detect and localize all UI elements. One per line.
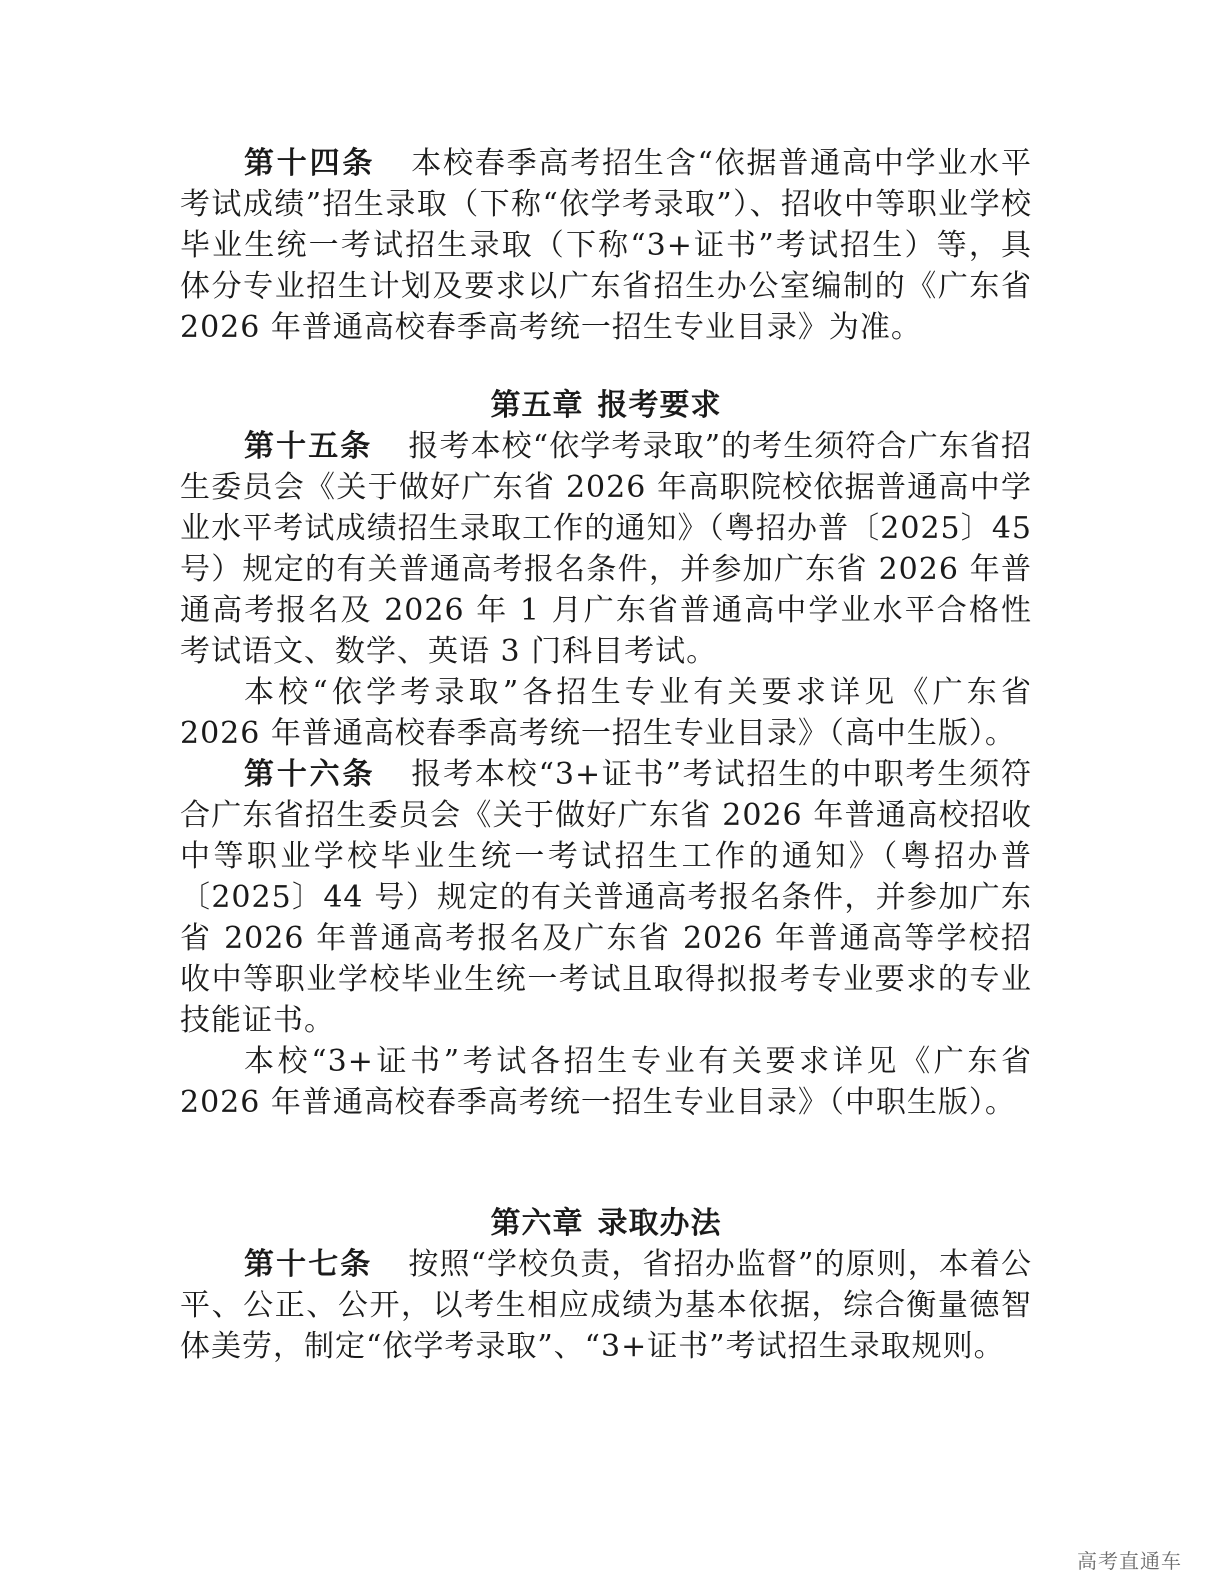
- article-14-text: 本校春季高考招生含“依据普通高中学业水平考试成绩”招生录取（下称“依学考录取”）、招收中等职业学校毕业生统一考试招生录取（下称“3+证书”考试招生）等，具体分专业招生计划及要求以广东省招生办公室编制的《广东省 2026 年普通高校春季高考统一招生专业目录》为准。: [180, 146, 1032, 345]
- article-14-label: 第十四条: [244, 146, 376, 181]
- article-14: [180, 143, 1032, 348]
- article-16-label: 第十六条: [244, 757, 376, 792]
- chapter-5-title: 报考要求: [597, 388, 722, 423]
- chapter-6-title: 录取办法: [597, 1206, 722, 1241]
- chapter-5-heading: [180, 385, 1032, 426]
- article-16: [180, 754, 1032, 1041]
- chapter-5-number: 第五章: [490, 388, 584, 423]
- article-16-text: 报考本校“3+证书”考试招生的中职考生须符合广东省招生委员会《关于做好广东省 2026 年普通高校招收中等职业学校毕业生统一考试招生工作的通知》（粤招办普〔2025〕44 号）规定的有关普通高考报名条件，并参加广东省 2026 年普通高考报名及广东省 2026 年普通高等学校招收中等职业学校毕业生统一考试且取得拟报考专业要求的专业技能证书。: [180, 757, 1032, 1038]
- spacer: [180, 1123, 1032, 1203]
- article-15-text: 报考本校“依学考录取”的考生须符合广东省招生委员会《关于做好广东省 2026 年高职院校依据普通高中学业水平考试成绩招生录取工作的通知》（粤招办普〔2025〕45 号）规定的有关普通高考报名条件，并参加广东省 2026 年普通高考报名及 2026 年 1 月广东省普通高中学业水平合格性考试语文、数学、英语 3 门科目考试。: [180, 429, 1032, 669]
- document-body: [180, 143, 1032, 1367]
- article-17-label: 第十七条: [244, 1247, 373, 1282]
- chapter-6-heading: [180, 1203, 1032, 1244]
- watermark-text: 高考直通车: [1077, 1549, 1182, 1573]
- chapter-6-number: 第六章: [490, 1206, 584, 1241]
- article-16-paragraph-2: 本校“3+证书”考试各招生专业有关要求详见《广东省 2026 年普通高校春季高考统一招生专业目录》（中职生版）。: [180, 1044, 1032, 1120]
- article-15-paragraph-2: 本校“依学考录取”各招生专业有关要求详见《广东省 2026 年普通高校春季高考统一招生专业目录》（高中生版）。: [180, 675, 1032, 751]
- article-17-text: 按照“学校负责，省招办监督”的原则，本着公平、公正、公开，以考生相应成绩为基本依据，综合衡量德智体美劳，制定“依学考录取”、“3+证书”考试招生录取规则。: [180, 1247, 1032, 1364]
- spacer: [180, 348, 1032, 385]
- article-15-label: 第十五条: [244, 429, 373, 464]
- article-17: [180, 1244, 1032, 1367]
- article-15: [180, 426, 1032, 672]
